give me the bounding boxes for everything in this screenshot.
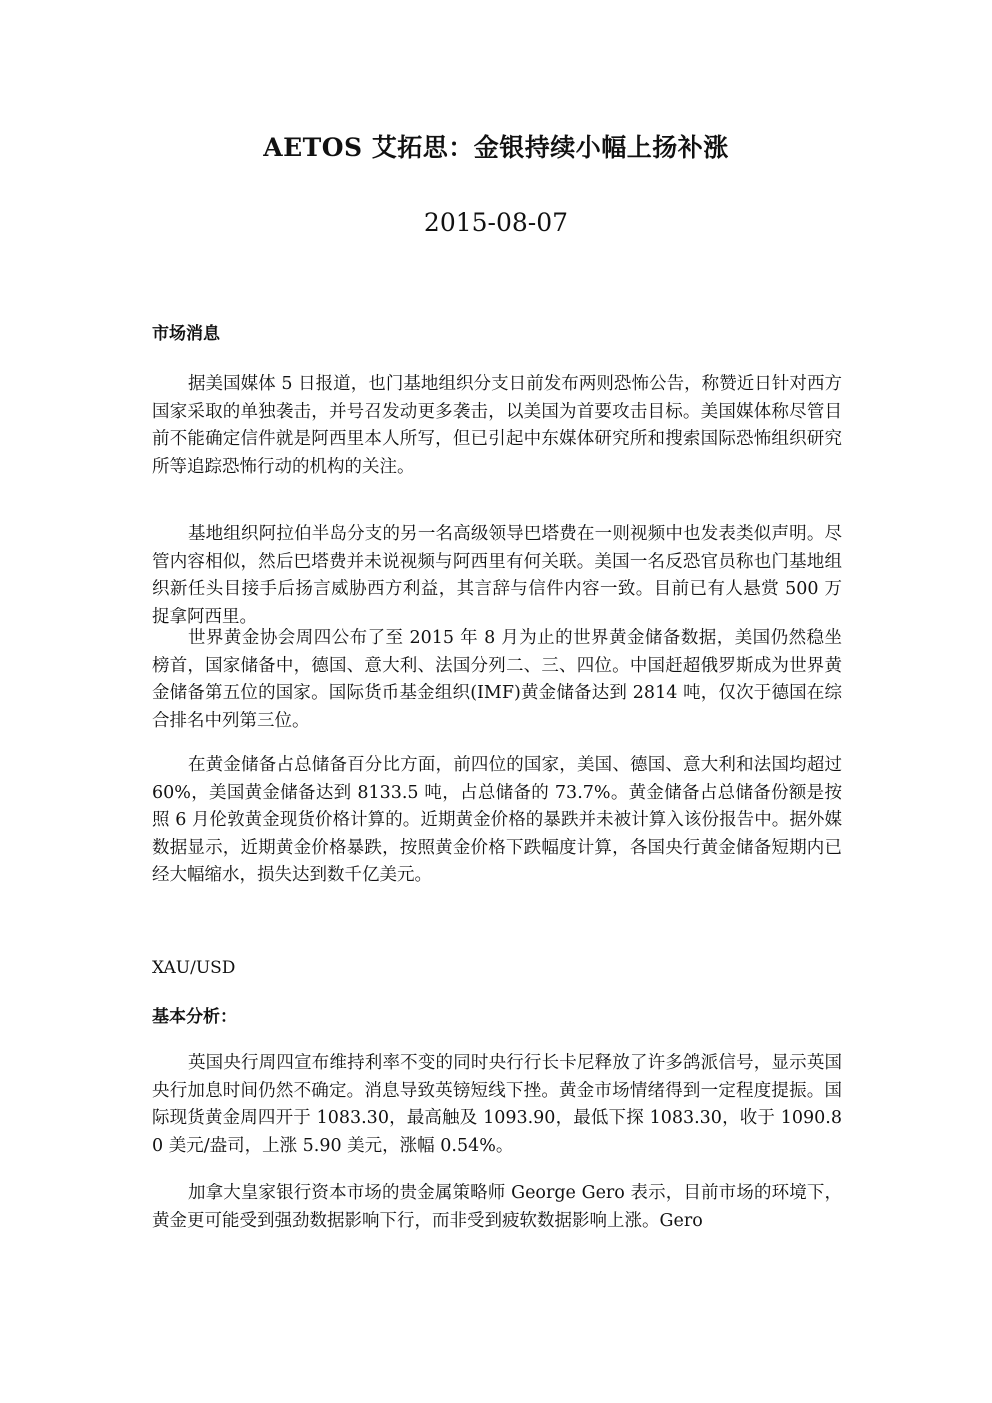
paragraph: 加拿大皇家银行资本市场的贵金属策略师 George Gero 表示，目前市场的环境下，黄金更可能受到强劲数据影响下行，而非受到疲软数据影响上涨。Gero [152, 1183, 842, 1231]
section-heading-market-news: 市场消息 [152, 324, 220, 344]
paragraph: 据美国媒体 5 日报道，也门基地组织分支日前发布两则恐怖公告，称赞近日针对西方国家采取的单独袭击，并号召发动更多袭击，以美国为首要攻击目标。美国媒体称尽管目前不能确定信件就是阿西里本人所写，但已引起中东媒体研究所和搜索国际恐怖组织研究所等追踪恐怖行动的机构的关注。 [152, 374, 842, 477]
paragraph: 基地组织阿拉伯半岛分支的另一名高级领导巴塔费在一则视频中也发表类似声明。尽管内容相似，然后巴塔费并未说视频与阿西里有何关联。美国一名反恐官员称也门基地组织新任头目接手后扬言威胁西方利益，其言辞与信件内容一致。目前已有人悬赏 500 万捉拿阿西里。 [152, 524, 842, 627]
document-title: AETOS 艾拓思：金银持续小幅上扬补涨 [263, 133, 729, 162]
document-date: 2015-08-07 [423, 208, 569, 237]
instrument-symbol: XAU/USD [152, 958, 236, 978]
paragraph: 世界黄金协会周四公布了至 2015 年 8 月为止的世界黄金储备数据，美国仍然稳坐榜首，国家储备中，德国、意大利、法国分列二、三、四位。中国赶超俄罗斯成为世界黄金储备第五位的国家。国际货币基金组织(IMF)黄金储备达到 2814 吨，仅次于德国在综合排名中列第三位。 [152, 628, 842, 731]
paragraph: 在黄金储备占总储备百分比方面，前四位的国家，美国、德国、意大利和法国均超过 60%，美国黄金储备达到 8133.5 吨，占总储备的 73.7%。黄金储备占总储备份额是按照 6 月伦敦黄金现货价格计算的。近期黄金价格的暴跌并未被计算入该份报告中。据外媒数据显示，近期黄金价格暴跌，按照黄金价格下跌幅度计算，各国央行黄金储备短期内已经大幅缩水，损失达到数千亿美元。 [152, 755, 842, 885]
section-heading-fundamental-analysis: 基本分析： [152, 1007, 237, 1027]
paragraph: 英国央行周四宣布维持利率不变的同时央行行长卡尼释放了许多鸽派信号，显示英国央行加息时间仍然不确定。消息导致英镑短线下挫。黄金市场情绪得到一定程度提振。国际现货黄金周四开于 1083.30，最高触及 1093.90，最低下探 1083.30，收于 1090.80 美元/盎司，上涨 5.90 美元，涨幅 0.54%。 [152, 1053, 842, 1156]
